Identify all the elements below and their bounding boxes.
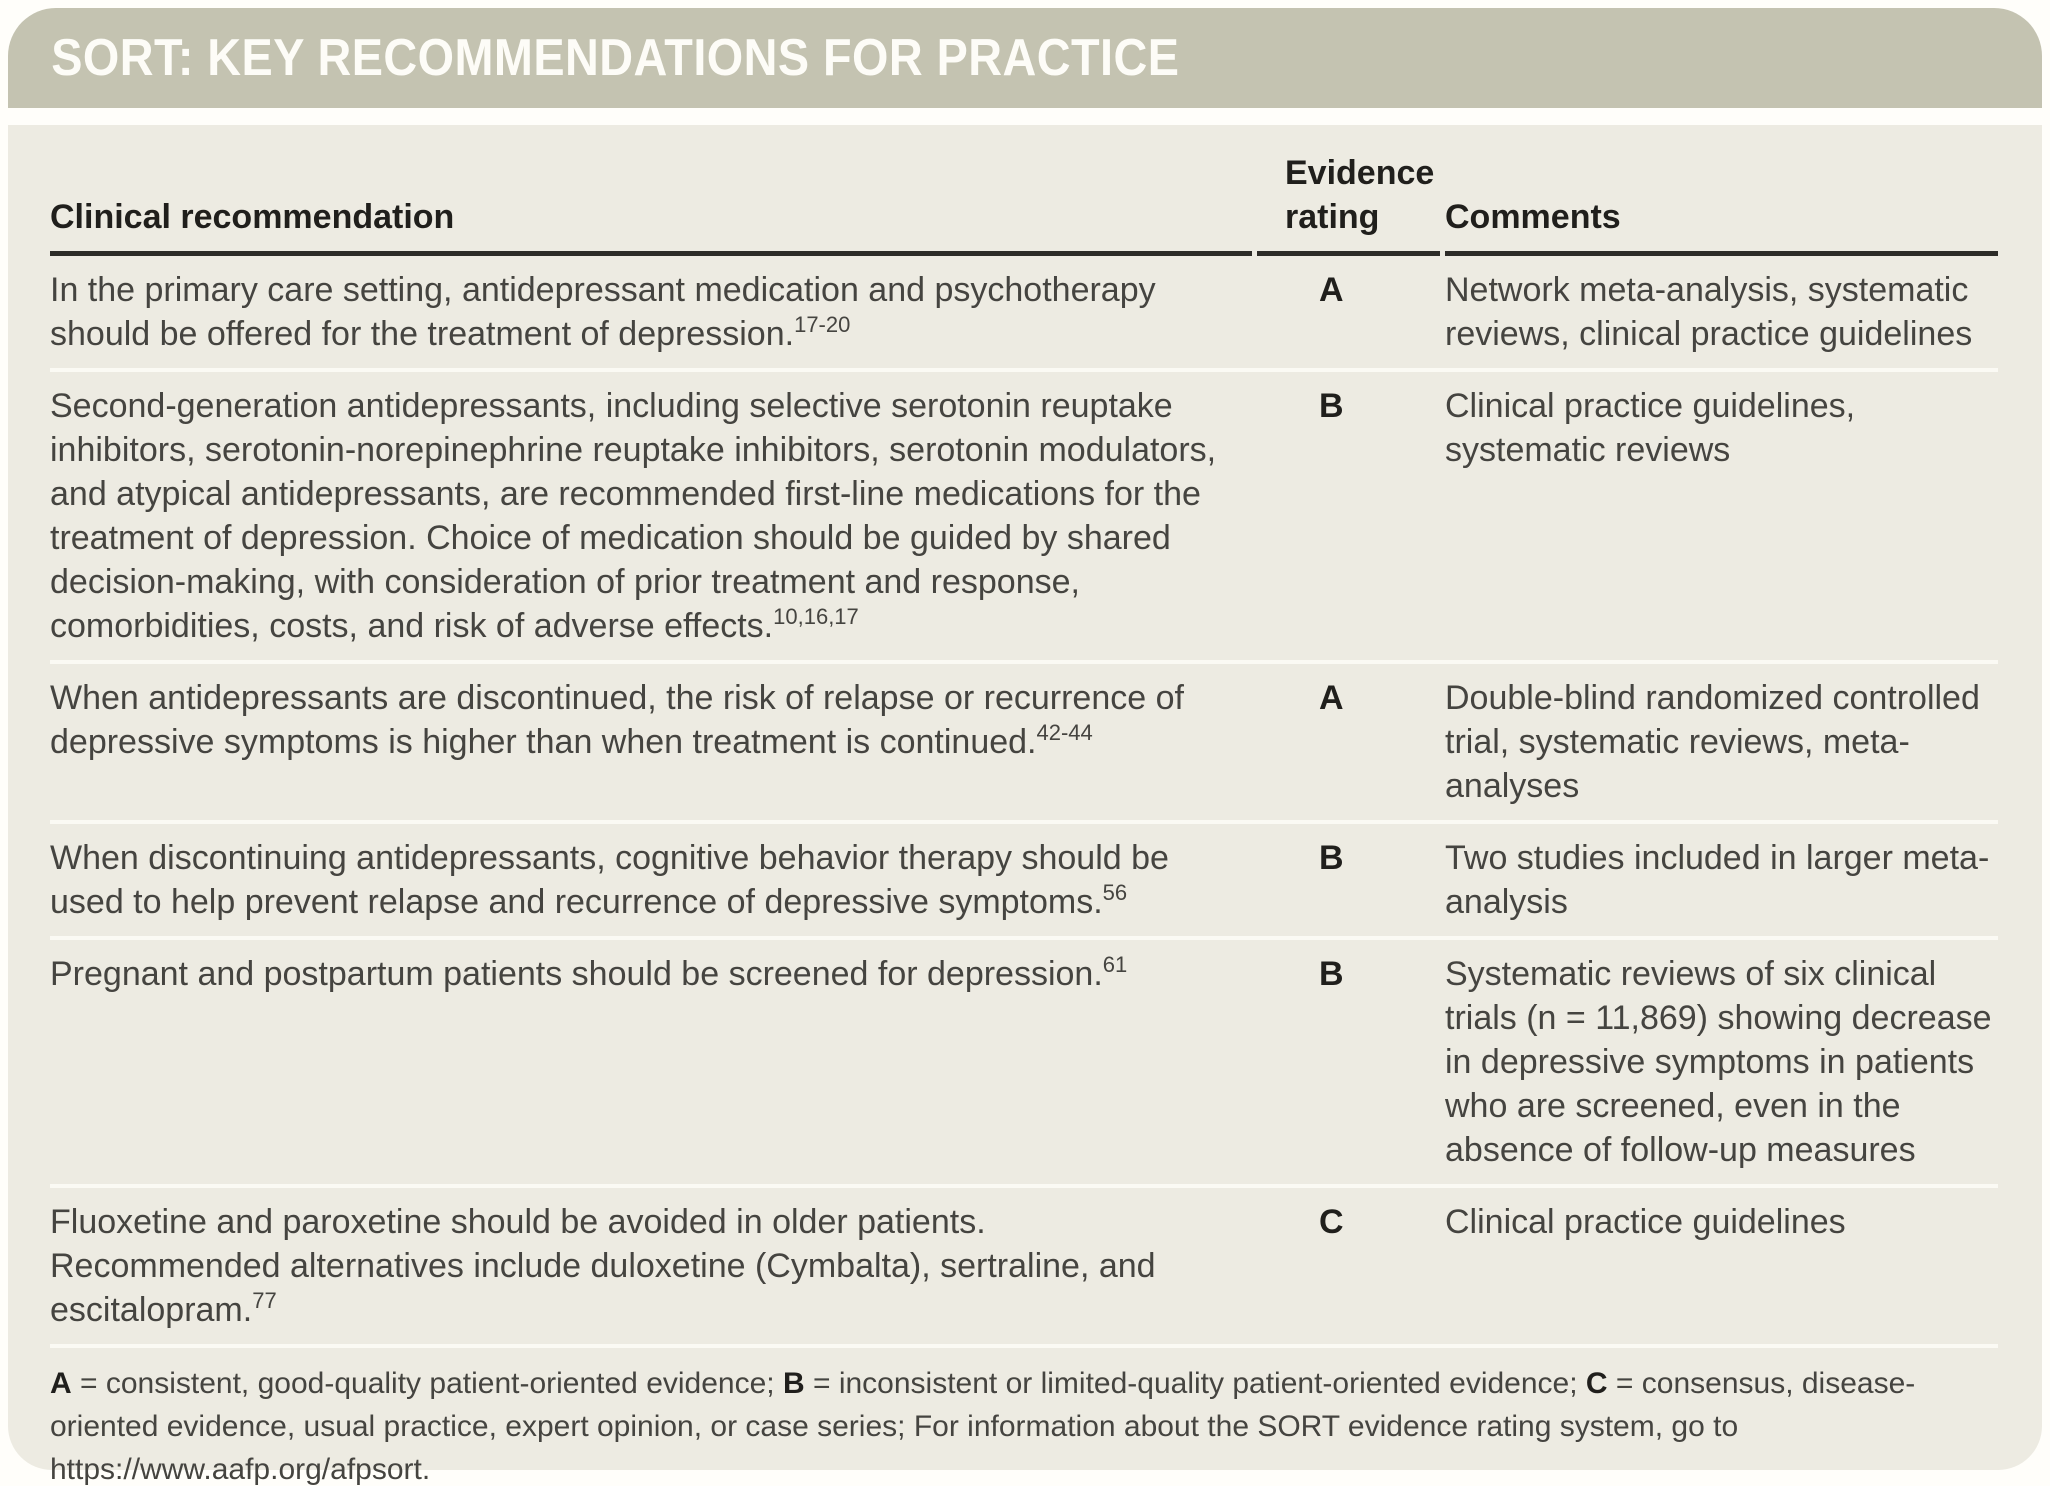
table-row — [50, 1188, 1998, 1348]
comments-cell: Two studies included in larger meta-analysis — [1445, 839, 1990, 921]
evidence-header-line2: rating — [1285, 198, 1380, 236]
evidence-header-line1: Evidence — [1285, 154, 1435, 192]
evidence-rating-cell: C — [1319, 1203, 1344, 1241]
sort-legend-footnote: A = consistent, good-quality patient-oriented evidence; B = inconsistent or limited-quality patient-oriented evidence; C = consensus, disease-oriented evidence, usual practice, expert opinion, or case series; For information about the SORT evidence rating system, go to https://www.aafp.org/afpsort. — [50, 1367, 1916, 1486]
evidence-rating-cell: B — [1319, 839, 1344, 877]
recommendation-cell — [50, 824, 1257, 936]
comments-cell: Systematic reviews of six clinical trials (n = 11,869) showing decrease in depressive symptoms in patients who are screened, even in the absence of follow-up measures — [1445, 955, 1992, 1169]
table-row — [50, 372, 1998, 664]
reference-superscript: 61 — [1102, 952, 1128, 977]
recommendation-text: Fluoxetine and paroxetine should be avoided in older patients. Recommended alternatives include duloxetine (Cymbalta), sertraline, and escitalopram. — [50, 1203, 1156, 1329]
evidence-rating-cell: B — [1319, 387, 1344, 425]
recommendation-cell — [50, 664, 1257, 820]
recommendation-cell — [50, 372, 1257, 660]
evidence-rating-cell: B — [1319, 955, 1344, 993]
comments-cell: Clinical practice guidelines — [1445, 1203, 1846, 1241]
reference-superscript: 56 — [1102, 880, 1128, 905]
recommendation-cell — [50, 1188, 1257, 1344]
evidence-rating-cell: A — [1319, 271, 1344, 309]
reference-superscript: 10,16,17 — [773, 604, 859, 629]
recommendation-text: In the primary care setting, antidepressant medication and psychotherapy should be offered for the treatment of depression. — [50, 271, 1156, 353]
table-row — [50, 940, 1998, 1188]
recommendation-cell — [50, 940, 1257, 1184]
recommendation-text: When antidepressants are discontinued, the risk of relapse or recurrence of depressive symptoms is higher than when treatment is continued. — [50, 679, 1184, 761]
reference-superscript: 77 — [252, 1288, 277, 1313]
table-panel — [8, 125, 2042, 1486]
recommendation-cell — [50, 256, 1257, 368]
reference-superscript: 17-20 — [794, 312, 851, 337]
recommendation-text: Second-generation antidepressants, including selective serotonin reuptake inhibitors, serotonin-norepinephrine reuptake inhibitors, serotonin modulators, and atypical antidepressants, are recommended first-line medications for the treatment of depression. Choice of medication should be guided by shared decision-making, with consideration of prior treatment and response, comorbidities, costs, and risk of adverse effects. — [50, 387, 1217, 645]
title-bar — [8, 8, 2042, 108]
comments-cell: Network meta-analysis, systematic reviews, clinical practice guidelines — [1445, 271, 1973, 353]
table-row — [50, 256, 1998, 372]
reference-superscript: 42-44 — [1036, 720, 1093, 745]
column-header-clinical-recommendation: Clinical recommendation — [50, 195, 1252, 256]
table-row — [50, 664, 1998, 824]
comments-cell: Double-blind randomized controlled trial, systematic reviews, meta-analyses — [1445, 679, 1980, 805]
table-header-row — [50, 125, 1998, 256]
table-row — [50, 824, 1998, 940]
page-title: SORT: KEY RECOMMENDATIONS FOR PRACTICE — [51, 29, 1180, 87]
recommendation-text: When discontinuing antidepressants, cognitive behavior therapy should be used to help prevent relapse and recurrence of depressive symptoms. — [50, 839, 1169, 921]
column-header-evidence-rating — [1257, 151, 1440, 256]
column-header-comments: Comments — [1445, 195, 1998, 256]
recommendation-text: Pregnant and postpartum patients should be screened for depression. — [50, 955, 1103, 993]
comments-cell: Clinical practice guidelines, systematic reviews — [1445, 387, 1856, 469]
evidence-rating-cell: A — [1319, 679, 1344, 717]
